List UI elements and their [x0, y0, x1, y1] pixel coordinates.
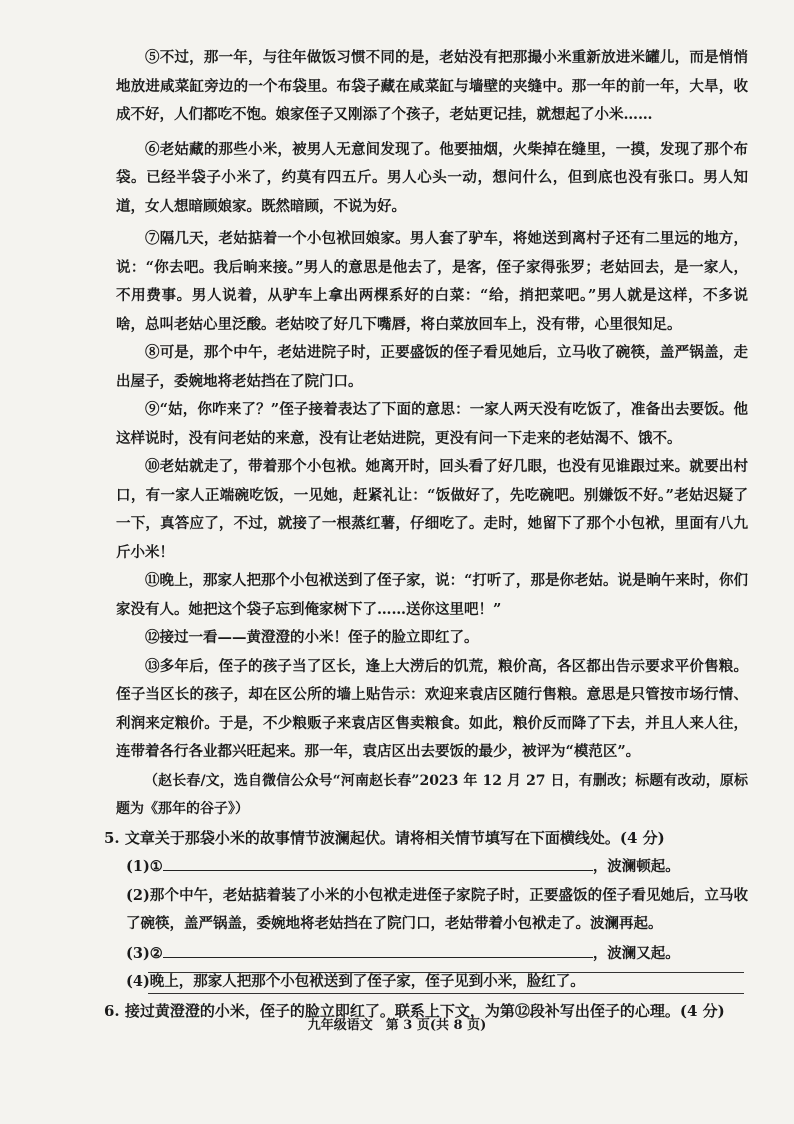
page-footer: 九年级语文 第 3 页(共 8 页): [307, 1018, 487, 1033]
paragraph-9: ⑨“姑，你咋来了？”侄子接着表达了下面的意思：一家人两天没有吃饭了，准备出去要饭。他这样说时，没有问老姑的来意，没有让老姑进院，更没有问一下走来的老姑渴不、饿不。: [116, 401, 748, 447]
item-1-suffix: ，波澜顿起。: [592, 858, 680, 875]
article-body: [104, 44, 748, 1025]
paragraph-6: ⑥老姑藏的那些小米，被男人无意间发现了。他要抽烟，火柴掉在缝里，一摸，发现了那个布袋。已经半袋子小米了，约莫有四五斤。男人心头一动，想问什么，但到底也没有张口。男人知道，女人想暗顾娘家。既然暗顾，不说为好。: [116, 140, 748, 215]
paragraph-7: ⑦隔几天，老姑掂着一个小包袱回娘家。男人套了驴车，将她送到离村子还有二里远的地方，说：“你去吧。我后晌来接。”男人的意思是他去了，是客，侄子家得张罗；老姑回去，是一家人，不用费事。男人说着，从驴车上拿出两棵系好的白菜：“给，捎把菜吧。”男人就是这样，不多说啥，总叫老姑心里泛酸。老姑咬了好几下嘴唇，将白菜放回车上，没有带，心里很知足。: [116, 230, 748, 333]
question-5-item-2: (2)那个中午，老姑掂着装了小米的小包袱走进侄子家院子时，正要盛饭的侄子看见她后，立马收了碗筷，盖严锅盖，委婉地将老姑挡在了院门口，老姑带着小包袱走了。波澜再起。: [126, 886, 748, 932]
paragraph-13: ⑬多年后，侄子的孩子当了区长，逢上大涝后的饥荒，粮价高，各区都出告示要求平价售粮。侄子当区长的孩子，却在区公所的墙上贴告示：欢迎来袁店区随行售粮。意思是只管按市场行情、利润来定粮价。于是，不少粮贩子来袁店区售卖粮食。如此，粮价反而降了下去，并且人来人往，连带着各行各业都兴旺起来。那一年，袁店区出去要饭的最少，被评为“模范区”。: [116, 657, 748, 760]
question-5-item-3: [126, 939, 748, 969]
item-1-prefix: (1)①: [126, 858, 163, 875]
paragraph-11: ⑪晚上，那家人把那个小包袱送到了侄子家，说：“打听了，那是你老姑。说是晌午来时，你们家没有人。她把这个袋子忘到俺家树下了……送你这里吧！”: [116, 572, 748, 618]
paragraph-8: ⑧可是，那个中午，老姑进院子时，正要盛饭的侄子看见她后，立马收了碗筷，盖严锅盖，走出屋子，委婉地将老姑挡在了院门口。: [116, 344, 748, 390]
question-5-item-4: (4)晚上，那家人把那个小包袱送到了侄子家，侄子见到小米，脸红了。: [126, 973, 585, 990]
question-6-title: 6. 接过黄澄澄的小米，侄子的脸立即红了。联系上下文，为第⑫段补写出侄子的心理。(4 分): [104, 1001, 725, 1020]
item-3-suffix: ，波澜又起。: [592, 944, 680, 962]
answer-blank-2[interactable]: [163, 939, 593, 958]
question-5-title: 5. 文章关于那袋小米的故事情节波澜起伏。请将相关情节填写在下面横线处。(4 分): [104, 828, 665, 847]
item-3-prefix: (3)②: [126, 944, 163, 962]
paragraph-5: ⑤不过，那一年，与往年做饭习惯不同的是，老姑没有把那撮小米重新放进米罐儿，而是悄悄地放进咸菜缸旁边的一个布袋里。布袋子藏在咸菜缸与墙壁的夹缝中。那一年的前一年，大旱，收成不好，人们都吃不饱。娘家侄子又刚添了个孩子，老姑更记挂，就想起了小米……: [116, 49, 748, 123]
answer-line-1[interactable]: [148, 972, 744, 973]
article-source: （赵长春/文，选自微信公众号“河南赵长春”2023 年 12 月 27 日，有删改；标题有改动，原标题为《那年的谷子》）: [116, 772, 748, 817]
paragraph-10: ⑩老姑就走了，带着那个小包袱。她离开时，回头看了好几眼，也没有见谁跟过来。就要出村口，有一家人正端碗吃饭，一见她，赶紧礼让：“饭做好了，先吃碗吧。别嫌饭不好。”老姑迟疑了一下，真答应了，不过，就接了一根蒸红薯，仔细吃了。走时，她留下了那个小包袱，里面有八九斤小米！: [116, 458, 748, 561]
answer-blank-1[interactable]: [163, 852, 593, 871]
paragraph-12: ⑫接过一看——黄澄澄的小米！侄子的脸立即红了。: [145, 629, 479, 646]
question-5-item-1: [126, 852, 748, 882]
answer-line-2[interactable]: [148, 993, 744, 994]
